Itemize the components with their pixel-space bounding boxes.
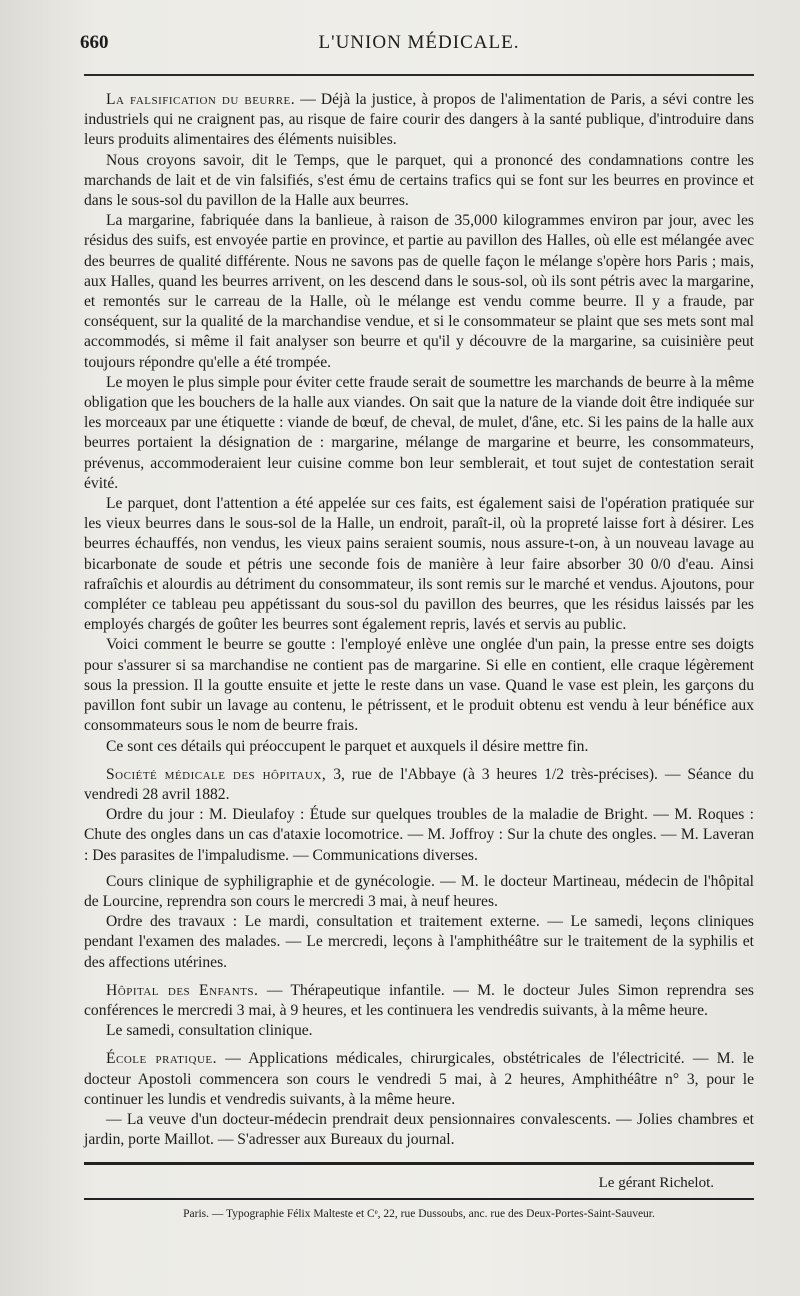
signature: Le gérant Richelot. [598,1175,714,1192]
printer-imprint: Paris. — Typographie Félix Malteste et Cᵉ, 22, rue Dussoubs, anc. rue des Deux-Portes-Saint-Sauveur. [183,1208,655,1221]
article-body [84,90,754,1150]
section-heading: École pratique. [106,1050,218,1068]
paragraph-text: — Déjà la justice, à propos de l'alimentation de Paris, a sévi contre les industriels qui ne craignent pas, au risque de faire courir des dangers à la santé publique, d'introduire dans leurs produits alimentaires des éléments nuisibles. [84,91,754,149]
paragraph-cours-clinique: Cours clinique de syphiligraphie et de gynécologie. — M. le docteur Martineau, médecin de l'hôpital de Lourcine, reprendra son cours le mercredi 3 mai, à neuf heures. [84,872,754,910]
running-title: L'UNION MÉDICALE. [318,32,520,53]
section-heading: Société médicale des hôpitaux, [106,765,327,783]
paragraph-hopital-enfants [84,981,754,1021]
paragraph-text: 3, rue de l'Abbaye (à 3 heures 1/2 très-précises). — Séance du vendredi 28 avril 1882. [84,765,754,803]
paragraph-margarine: La margarine, fabriquée dans la banlieue, à raison de 35,000 kilogrammes environ par jour, avec les résidus des suifs, est envoyée partie en province, et partie au pavillon des Halles, où elle est mélangée avec des beurres de qualité différente. Nous ne savons pas de quelle façon le mélange s'opère hors Paris ; mais, aux Halles, quand les beurres arrivent, on les descend dans le sous-sol, où ils sont pétris avec la margarine, et remontés sur le carreau de la Halle, où le mélange est vendu comme beurre. Il y a fraude, par conséquent, sur la qualité de la marchandise vendue, et si le consommateur se plaint que ses mets sont mal accommodés, si même il fait analyser son beurre et qu'il y découvre de la margarine, sa cuisinière peut toujours répondre qu'elle a été trompée. [84,212,754,371]
paragraph-ecole-pratique [84,1049,754,1110]
paragraph-veuve: — La veuve d'un docteur-médecin prendrait deux pensionnaires convalescents. — Jolies chambres et jardin, porte Maillot. — S'adresser aux Bureaux du journal. [84,1110,754,1149]
paragraph-ordre-du-jour: Ordre du jour : M. Dieulafoy : Étude sur quelques troubles de la maladie de Bright. — M. Roques : Chute des ongles dans un cas d'ataxie locomotrice. — M. Joffroy : Sur la chute des ongles. — M. Laveran : Des parasites de l'impaludisme. — Communications diverses. [84,806,754,864]
page-number: 660 [80,32,109,53]
paragraph-details: Ce sont ces détails qui préoccupent le parquet et auxquels il désire mettre fin. [106,737,589,755]
paragraph-societe [84,765,754,805]
page-header [80,30,754,64]
paragraph-goutte: Voici comment le beurre se goutte : l'employé enlève une onglée d'un pain, la presse entre ses doigts pour s'assurer si sa marchandise ne contient pas de margarine. Si elle en contient, elle craque légèrement sous la pression. Il la goutte ensuite et jette le reste dans un vase. Quand le vase est plein, les garçons du pavillon font subir un lavage au contenu, le pétrissent, et le produit obtenu est vendu à leur bénéfice aux consommateurs sous le nom de beurre frais. [84,636,754,735]
printer-rule [84,1198,754,1200]
header-rule [84,74,754,76]
paragraph-parquet: Le parquet, dont l'attention a été appelée sur ces faits, est également saisi de l'opération pratiquée sur les vieux beurres dans le sous-sol de la Halle, un endroit, paraît-il, où la propreté laisse fort à désirer. Les beurres échauffés, non vendus, les vieux pains seraient soumis, nous assure-t-on, à un nouveau lavage au bicarbonate de soude et pétris une seconde fois de manière à leur faire absorber 30 0/0 d'eau. Ainsi rafraîchis et alourdis au détriment du consommateur, ils sont remis sur le marché et vendus. Ajoutons, pour compléter ce tableau peu appétissant du sous-sol du pavillon des beurres, que les résidus laissés par les employés chargés de goûter les beurres sont également repris, lavés et servis au public. [84,495,754,634]
section-heading: La falsification du beurre. [106,91,296,108]
paragraph-moyen: Le moyen le plus simple pour éviter cette fraude serait de soumettre les marchands de beurre à la même obligation que les bouchers de la halle aux viandes. On sait que la nature de la viande doit être indiquée sur les morceaux par une étiquette : viande de bœuf, de cheval, de mulet, d'âne, etc. Si les pains de la halle aux beurres portaient la désignation de : margarine, mélange de margarine et beurre, les consommateurs, prévenus, accommoderaient leur cuisine comme bon leur semblerait, et tout sujet de contestation serait évité. [84,373,754,492]
section-heading: Hôpital des Enfants. [106,981,259,999]
paragraph-temps: Nous croyons savoir, dit le Temps, que le parquet, qui a prononcé des condamnations contre les marchands de lait et de vin falsifiés, s'est ému de certains trafics qui se font sur les beurres en province et dans le sous-sol du pavillon de la Halle aux beurres. [84,151,754,210]
footer-rule [84,1162,754,1165]
paragraph-text: — Thérapeutique infantile. — M. le docteur Jules Simon reprendra ses conférences le mercredi 3 mai, à 9 heures, et les continuera les vendredis suivants, à la même heure. [84,981,754,1019]
paragraph-ordre-travaux: Ordre des travaux : Le mardi, consultation et traitement externe. — Le samedi, leçons cliniques pendant l'examen des malades. — Le mercredi, leçons à l'amphithéâtre sur le traitement de la syphilis et des affections utérines. [84,913,754,971]
paragraph-samedi: Le samedi, consultation clinique. [106,1022,313,1040]
paragraph-text: — Applications médicales, chirurgicales, obstétricales de l'électricité. — M. le docteur Apostoli commencera son cours le vendredi 5 mai, à 2 heures, Amphithéâtre n° 3, pour le continuer les lundis et vendredis suivants, à la même heure. [84,1050,754,1108]
paragraph-falsification [84,90,754,151]
